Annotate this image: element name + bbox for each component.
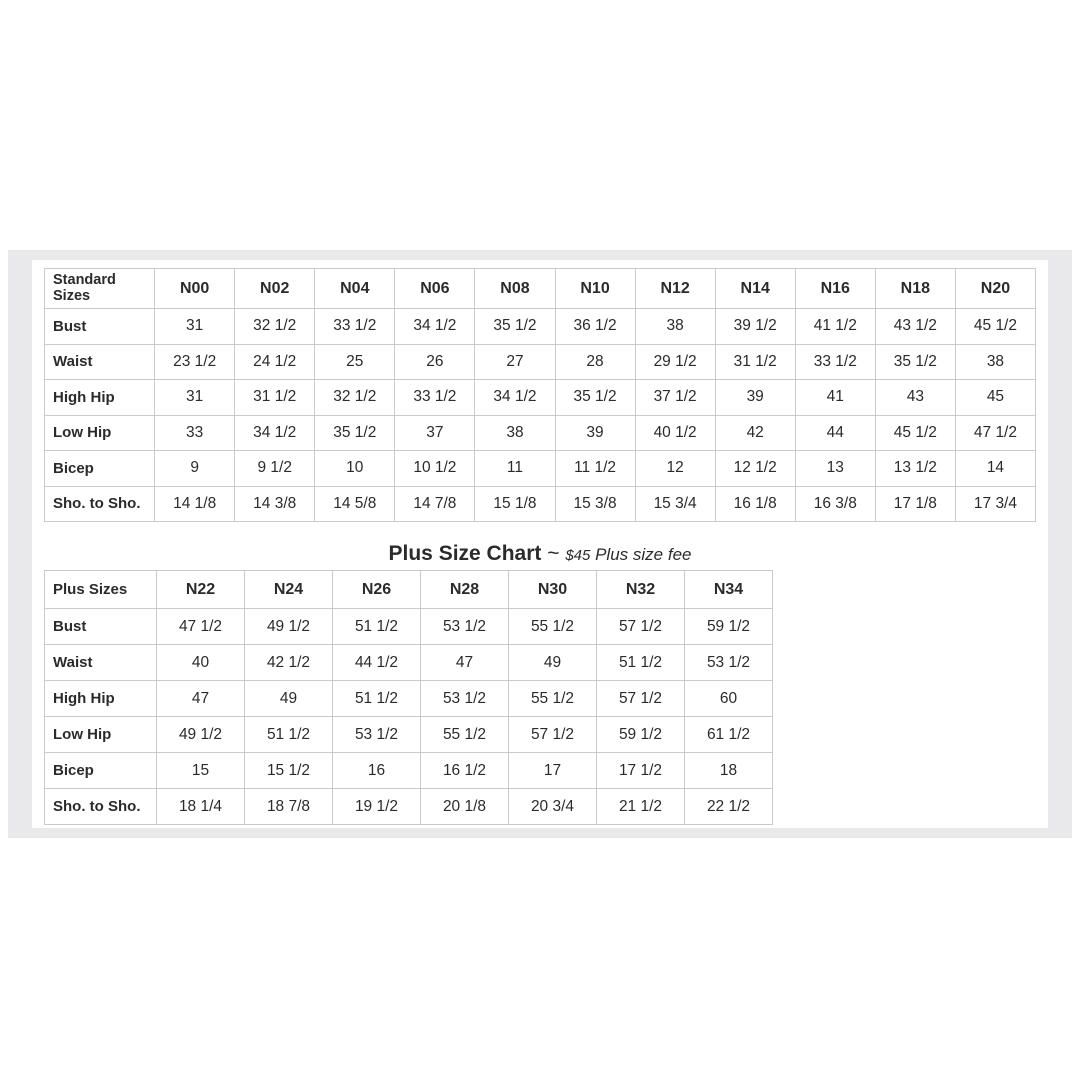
cell: 61 1/2	[685, 717, 773, 753]
cell: 26	[395, 344, 475, 380]
cell: 53 1/2	[333, 717, 421, 753]
cell: 31 1/2	[715, 344, 795, 380]
plus-col-n34: N34	[685, 571, 773, 609]
cell: 16 1/2	[421, 753, 509, 789]
cell: 38	[635, 309, 715, 345]
table-row	[45, 451, 1036, 487]
cell: 14	[955, 451, 1035, 487]
cell: 11	[475, 451, 555, 487]
cell: 44	[795, 415, 875, 451]
cell: 12 1/2	[715, 451, 795, 487]
cell: 15 3/4	[635, 486, 715, 522]
table-row	[45, 486, 1036, 522]
cell: 31 1/2	[235, 380, 315, 416]
plus-size-fee-text: Plus size fee	[590, 545, 692, 564]
cell: 34 1/2	[475, 380, 555, 416]
plus-row-label-sho-to-sho: Sho. to Sho.	[45, 789, 157, 825]
standard-col-n02: N02	[235, 269, 315, 309]
cell: 35 1/2	[475, 309, 555, 345]
cell: 15 1/2	[245, 753, 333, 789]
cell: 59 1/2	[685, 609, 773, 645]
cell: 16 1/8	[715, 486, 795, 522]
cell: 55 1/2	[509, 609, 597, 645]
cell: 14 5/8	[315, 486, 395, 522]
cell: 12	[635, 451, 715, 487]
cell: 39 1/2	[715, 309, 795, 345]
plus-row-label-waist: Waist	[45, 645, 157, 681]
cell: 17 3/4	[955, 486, 1035, 522]
cell: 37	[395, 415, 475, 451]
cell: 21 1/2	[597, 789, 685, 825]
plus-row-label-high-hip: High Hip	[45, 681, 157, 717]
cell: 34 1/2	[395, 309, 475, 345]
cell: 49 1/2	[157, 717, 245, 753]
size-chart-card	[32, 260, 1048, 828]
cell: 35 1/2	[315, 415, 395, 451]
cell: 35 1/2	[875, 344, 955, 380]
cell: 11 1/2	[555, 451, 635, 487]
cell: 24 1/2	[235, 344, 315, 380]
standard-col-n14: N14	[715, 269, 795, 309]
table-row	[45, 344, 1036, 380]
cell: 42 1/2	[245, 645, 333, 681]
plus-size-chart-title	[44, 542, 1036, 566]
standard-col-n12: N12	[635, 269, 715, 309]
standard-size-table	[44, 268, 1036, 522]
cell: 51 1/2	[333, 609, 421, 645]
standard-col-n10: N10	[555, 269, 635, 309]
cell: 16 3/8	[795, 486, 875, 522]
cell: 32 1/2	[235, 309, 315, 345]
cell: 9 1/2	[235, 451, 315, 487]
cell: 27	[475, 344, 555, 380]
cell: 42	[715, 415, 795, 451]
cell: 17 1/2	[597, 753, 685, 789]
cell: 15 3/8	[555, 486, 635, 522]
standard-corner-label-line1: Standard	[53, 272, 116, 289]
plus-col-n24: N24	[245, 571, 333, 609]
cell: 17	[509, 753, 597, 789]
cell: 53 1/2	[421, 609, 509, 645]
cell: 55 1/2	[509, 681, 597, 717]
cell: 51 1/2	[333, 681, 421, 717]
standard-row-label-high-hip: High Hip	[45, 380, 155, 416]
cell: 18	[685, 753, 773, 789]
cell: 49	[245, 681, 333, 717]
table-row	[45, 309, 1036, 345]
plus-row-label-bicep: Bicep	[45, 753, 157, 789]
standard-col-n04: N04	[315, 269, 395, 309]
cell: 57 1/2	[597, 609, 685, 645]
table-row	[45, 717, 773, 753]
table-row	[45, 380, 1036, 416]
cell: 14 7/8	[395, 486, 475, 522]
cell: 55 1/2	[421, 717, 509, 753]
standard-row-label-waist: Waist	[45, 344, 155, 380]
cell: 44 1/2	[333, 645, 421, 681]
plus-col-n28: N28	[421, 571, 509, 609]
cell: 47	[157, 681, 245, 717]
cell: 17 1/8	[875, 486, 955, 522]
cell: 45 1/2	[955, 309, 1035, 345]
cell: 14 3/8	[235, 486, 315, 522]
standard-row-label-bust: Bust	[45, 309, 155, 345]
standard-col-n18: N18	[875, 269, 955, 309]
cell: 33 1/2	[315, 309, 395, 345]
cell: 20 1/8	[421, 789, 509, 825]
cell: 38	[475, 415, 555, 451]
cell: 40 1/2	[635, 415, 715, 451]
standard-col-n08: N08	[475, 269, 555, 309]
cell: 19 1/2	[333, 789, 421, 825]
cell: 33 1/2	[395, 380, 475, 416]
cell: 23 1/2	[155, 344, 235, 380]
plus-row-label-bust: Bust	[45, 609, 157, 645]
cell: 49	[509, 645, 597, 681]
cell: 51 1/2	[597, 645, 685, 681]
plus-row-label-low-hip: Low Hip	[45, 717, 157, 753]
cell: 18 7/8	[245, 789, 333, 825]
standard-row-label-bicep: Bicep	[45, 451, 155, 487]
cell: 53 1/2	[421, 681, 509, 717]
cell: 35 1/2	[555, 380, 635, 416]
cell: 51 1/2	[245, 717, 333, 753]
cell: 47	[421, 645, 509, 681]
size-chart-frame	[8, 250, 1072, 838]
cell: 29 1/2	[635, 344, 715, 380]
cell: 37 1/2	[635, 380, 715, 416]
cell: 13	[795, 451, 875, 487]
cell: 33 1/2	[795, 344, 875, 380]
cell: 59 1/2	[597, 717, 685, 753]
cell: 47 1/2	[955, 415, 1035, 451]
cell: 57 1/2	[597, 681, 685, 717]
table-row	[45, 789, 773, 825]
table-row	[45, 609, 773, 645]
standard-corner-label-line2: Sizes	[53, 287, 91, 304]
cell: 39	[555, 415, 635, 451]
cell: 41	[795, 380, 875, 416]
cell: 33	[155, 415, 235, 451]
cell: 15	[157, 753, 245, 789]
cell: 31	[155, 309, 235, 345]
cell: 43 1/2	[875, 309, 955, 345]
cell: 49 1/2	[245, 609, 333, 645]
standard-col-n16: N16	[795, 269, 875, 309]
cell: 41 1/2	[795, 309, 875, 345]
cell: 18 1/4	[157, 789, 245, 825]
cell: 38	[955, 344, 1035, 380]
cell: 34 1/2	[235, 415, 315, 451]
plus-col-n30: N30	[509, 571, 597, 609]
cell: 57 1/2	[509, 717, 597, 753]
cell: 15 1/8	[475, 486, 555, 522]
cell: 31	[155, 380, 235, 416]
plus-size-chart-title-separator: ~	[541, 542, 566, 565]
standard-row-label-sho-to-sho: Sho. to Sho.	[45, 486, 155, 522]
standard-header-row	[45, 269, 1036, 309]
standard-col-n06: N06	[395, 269, 475, 309]
cell: 53 1/2	[685, 645, 773, 681]
cell: 43	[875, 380, 955, 416]
cell: 60	[685, 681, 773, 717]
cell: 16	[333, 753, 421, 789]
cell: 13 1/2	[875, 451, 955, 487]
cell: 45 1/2	[875, 415, 955, 451]
plus-header-row	[45, 571, 773, 609]
plus-col-n22: N22	[157, 571, 245, 609]
cell: 28	[555, 344, 635, 380]
standard-col-n00: N00	[155, 269, 235, 309]
cell: 25	[315, 344, 395, 380]
plus-col-n26: N26	[333, 571, 421, 609]
cell: 45	[955, 380, 1035, 416]
cell: 20 3/4	[509, 789, 597, 825]
plus-size-fee-amount: $45	[565, 547, 591, 564]
cell: 40	[157, 645, 245, 681]
plus-size-table	[44, 570, 773, 825]
table-row	[45, 681, 773, 717]
standard-col-n20: N20	[955, 269, 1035, 309]
table-row	[45, 645, 773, 681]
cell: 32 1/2	[315, 380, 395, 416]
cell: 14 1/8	[155, 486, 235, 522]
cell: 10	[315, 451, 395, 487]
plus-corner-label: Plus Sizes	[45, 571, 157, 609]
cell: 22 1/2	[685, 789, 773, 825]
plus-size-fee-note	[565, 545, 691, 564]
cell: 9	[155, 451, 235, 487]
cell: 47 1/2	[157, 609, 245, 645]
plus-col-n32: N32	[597, 571, 685, 609]
plus-size-chart-title-main: Plus Size Chart	[388, 542, 542, 565]
cell: 10 1/2	[395, 451, 475, 487]
table-row	[45, 415, 1036, 451]
cell: 39	[715, 380, 795, 416]
table-row	[45, 753, 773, 789]
cell: 36 1/2	[555, 309, 635, 345]
standard-corner-label	[45, 269, 155, 309]
standard-row-label-low-hip: Low Hip	[45, 415, 155, 451]
